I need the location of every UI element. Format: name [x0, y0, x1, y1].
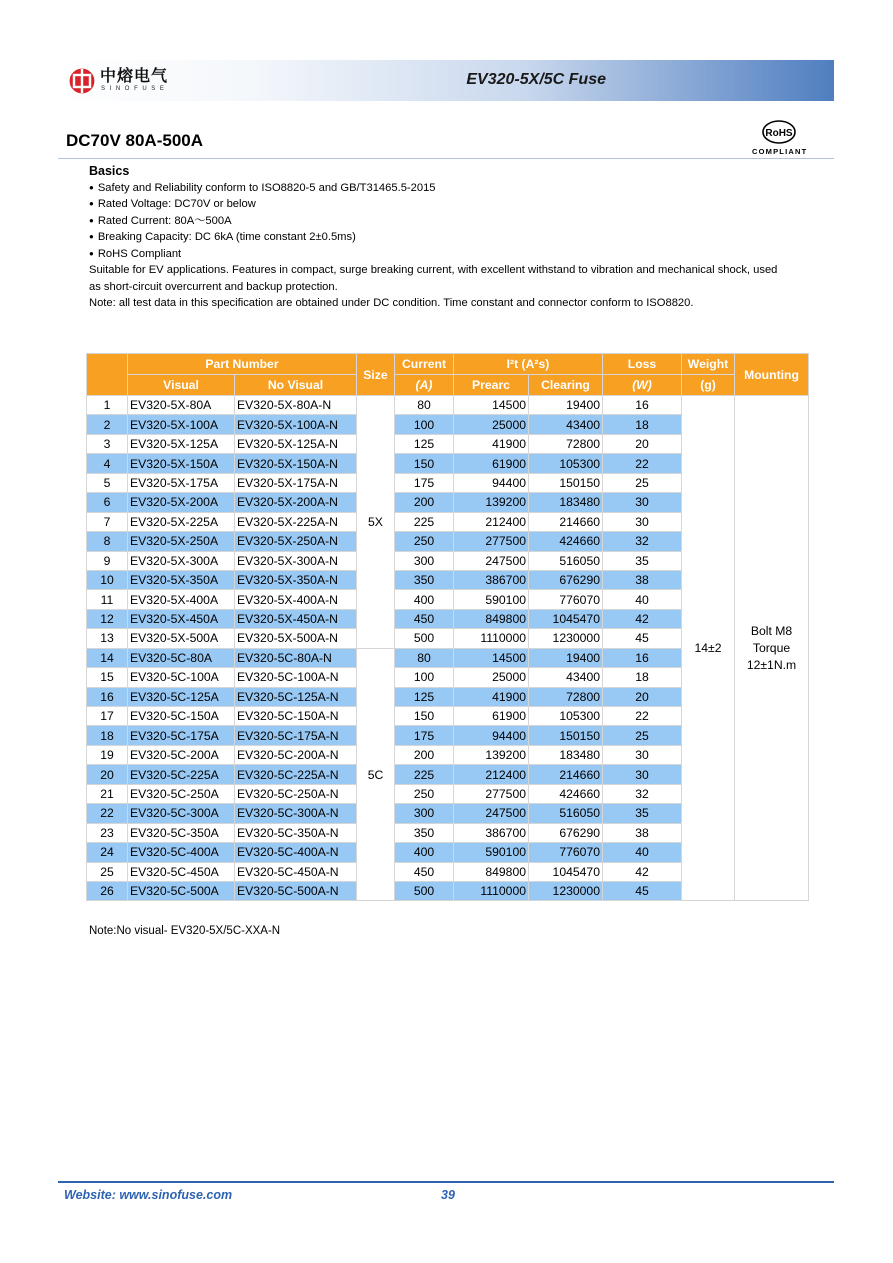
basics-bullet: ● Rated Voltage: DC70V or below [89, 196, 789, 213]
clearing-value: 214660 [529, 512, 603, 531]
part-visual: EV320-5C-80A [128, 648, 235, 667]
part-visual: EV320-5C-400A [128, 843, 235, 862]
part-visual: EV320-5X-250A [128, 532, 235, 551]
clearing-value: 676290 [529, 823, 603, 842]
row-number: 15 [87, 668, 128, 687]
row-number: 23 [87, 823, 128, 842]
part-no-visual: EV320-5C-450A-N [235, 862, 357, 881]
prearc-value: 25000 [454, 668, 529, 687]
section-title: DC70V 80A-500A [66, 131, 204, 150]
prearc-value: 1110000 [454, 629, 529, 648]
current-value: 100 [395, 415, 454, 434]
current-value: 450 [395, 609, 454, 628]
prearc-value: 61900 [454, 454, 529, 473]
loss-value: 35 [603, 804, 682, 823]
current-value: 125 [395, 687, 454, 706]
clearing-value: 1230000 [529, 881, 603, 900]
loss-value: 42 [603, 862, 682, 881]
clearing-value: 105300 [529, 454, 603, 473]
loss-value: 32 [603, 532, 682, 551]
current-value: 350 [395, 570, 454, 589]
part-no-visual: EV320-5C-350A-N [235, 823, 357, 842]
clearing-value: 676290 [529, 570, 603, 589]
row-number: 20 [87, 765, 128, 784]
part-visual: EV320-5C-350A [128, 823, 235, 842]
loss-value: 42 [603, 609, 682, 628]
part-no-visual: EV320-5X-225A-N [235, 512, 357, 531]
part-no-visual: EV320-5X-100A-N [235, 415, 357, 434]
part-visual: EV320-5C-125A [128, 687, 235, 706]
current-value: 225 [395, 512, 454, 531]
current-value: 150 [395, 454, 454, 473]
loss-value: 25 [603, 726, 682, 745]
prearc-value: 247500 [454, 804, 529, 823]
row-number: 10 [87, 570, 128, 589]
header-no-visual: No Visual [235, 375, 357, 396]
footnote: Note:No visual- EV320-5X/5C-XXA-N [89, 925, 281, 937]
part-visual: EV320-5X-125A [128, 434, 235, 453]
row-number: 1 [87, 396, 128, 415]
part-no-visual: EV320-5X-250A-N [235, 532, 357, 551]
clearing-value: 1045470 [529, 862, 603, 881]
row-number: 4 [87, 454, 128, 473]
part-visual: EV320-5X-450A [128, 609, 235, 628]
part-no-visual: EV320-5X-200A-N [235, 493, 357, 512]
loss-value: 16 [603, 648, 682, 667]
header-loss-unit: (W) [603, 375, 682, 396]
header-current: Current [395, 354, 454, 375]
part-visual: EV320-5C-150A [128, 707, 235, 726]
part-no-visual: EV320-5C-400A-N [235, 843, 357, 862]
part-visual: EV320-5X-225A [128, 512, 235, 531]
part-no-visual: EV320-5C-125A-N [235, 687, 357, 706]
loss-value: 25 [603, 473, 682, 492]
rohs-label: COMPLIANT [752, 147, 808, 156]
clearing-value: 424660 [529, 784, 603, 803]
mounting-cell [735, 396, 809, 901]
part-no-visual: EV320-5X-450A-N [235, 609, 357, 628]
part-visual: EV320-5C-250A [128, 784, 235, 803]
loss-value: 20 [603, 434, 682, 453]
part-no-visual: EV320-5C-225A-N [235, 765, 357, 784]
current-value: 300 [395, 551, 454, 570]
prearc-value: 849800 [454, 609, 529, 628]
row-number: 13 [87, 629, 128, 648]
prearc-value: 41900 [454, 687, 529, 706]
header-prearc: Prearc [454, 375, 529, 396]
part-visual: EV320-5X-500A [128, 629, 235, 648]
part-no-visual: EV320-5X-350A-N [235, 570, 357, 589]
row-number: 14 [87, 648, 128, 667]
table-row [87, 396, 809, 415]
part-no-visual: EV320-5C-100A-N [235, 668, 357, 687]
footer-divider [58, 1181, 834, 1183]
part-no-visual: EV320-5X-150A-N [235, 454, 357, 473]
doc-title: EV320-5X/5C Fuse [466, 71, 606, 88]
current-value: 80 [395, 396, 454, 415]
part-no-visual: EV320-5C-80A-N [235, 648, 357, 667]
basics-bullet: ● RoHS Compliant [89, 246, 789, 263]
header-weight-unit: (g) [682, 375, 735, 396]
basics-description: Suitable for EV applications. Features in compact, surge breaking current, with excellent withstand to vibration and mechanical shock, used as short-circuit overcurrent and backup protection. [89, 264, 778, 293]
clearing-value: 424660 [529, 532, 603, 551]
prearc-value: 212400 [454, 765, 529, 784]
size-cell: 5X [357, 396, 395, 649]
loss-value: 20 [603, 687, 682, 706]
row-number: 7 [87, 512, 128, 531]
row-number: 18 [87, 726, 128, 745]
part-no-visual: EV320-5C-250A-N [235, 784, 357, 803]
prearc-value: 386700 [454, 823, 529, 842]
part-visual: EV320-5X-350A [128, 570, 235, 589]
part-visual: EV320-5X-400A [128, 590, 235, 609]
current-value: 250 [395, 532, 454, 551]
row-number: 19 [87, 745, 128, 764]
current-value: 200 [395, 745, 454, 764]
header-divider [58, 158, 834, 159]
prearc-value: 277500 [454, 532, 529, 551]
clearing-value: 43400 [529, 668, 603, 687]
prearc-value: 139200 [454, 493, 529, 512]
clearing-value: 214660 [529, 765, 603, 784]
loss-value: 38 [603, 570, 682, 589]
loss-value: 45 [603, 881, 682, 900]
part-visual: EV320-5X-80A [128, 396, 235, 415]
current-value: 400 [395, 843, 454, 862]
clearing-value: 1045470 [529, 609, 603, 628]
part-visual: EV320-5C-100A [128, 668, 235, 687]
prearc-value: 94400 [454, 473, 529, 492]
loss-value: 30 [603, 765, 682, 784]
part-no-visual: EV320-5C-175A-N [235, 726, 357, 745]
row-number: 26 [87, 881, 128, 900]
header-i2t: I²t (A²s) [454, 354, 603, 375]
row-number: 5 [87, 473, 128, 492]
logo-text-cn: 中熔电气 [100, 66, 169, 85]
prearc-value: 386700 [454, 570, 529, 589]
loss-value: 38 [603, 823, 682, 842]
clearing-value: 516050 [529, 804, 603, 823]
part-no-visual: EV320-5C-300A-N [235, 804, 357, 823]
clearing-value: 183480 [529, 745, 603, 764]
loss-value: 30 [603, 745, 682, 764]
part-no-visual: EV320-5X-500A-N [235, 629, 357, 648]
basics-section [89, 163, 789, 312]
clearing-value: 19400 [529, 648, 603, 667]
prearc-value: 14500 [454, 396, 529, 415]
part-no-visual: EV320-5X-400A-N [235, 590, 357, 609]
prearc-value: 94400 [454, 726, 529, 745]
loss-value: 22 [603, 707, 682, 726]
prearc-value: 1110000 [454, 881, 529, 900]
prearc-value: 212400 [454, 512, 529, 531]
loss-value: 32 [603, 784, 682, 803]
row-number: 9 [87, 551, 128, 570]
basics-note: Note: all test data in this specification are obtained under DC condition. Time constant and connector conform to ISO8820. [89, 297, 694, 309]
part-visual: EV320-5C-450A [128, 862, 235, 881]
part-visual: EV320-5C-300A [128, 804, 235, 823]
current-value: 225 [395, 765, 454, 784]
current-value: 250 [395, 784, 454, 803]
current-value: 175 [395, 473, 454, 492]
row-number: 8 [87, 532, 128, 551]
loss-value: 40 [603, 590, 682, 609]
current-value: 350 [395, 823, 454, 842]
current-value: 300 [395, 804, 454, 823]
row-number: 12 [87, 609, 128, 628]
loss-value: 18 [603, 668, 682, 687]
loss-value: 45 [603, 629, 682, 648]
row-number: 3 [87, 434, 128, 453]
row-number: 6 [87, 493, 128, 512]
clearing-value: 105300 [529, 707, 603, 726]
part-no-visual: EV320-5X-125A-N [235, 434, 357, 453]
header-no [87, 354, 128, 396]
prearc-value: 277500 [454, 784, 529, 803]
header-part-number: Part Number [128, 354, 357, 375]
current-value: 125 [395, 434, 454, 453]
part-no-visual: EV320-5C-200A-N [235, 745, 357, 764]
current-value: 500 [395, 881, 454, 900]
row-number: 25 [87, 862, 128, 881]
row-number: 21 [87, 784, 128, 803]
logo-text-en: SINOFUSE [101, 86, 169, 92]
part-no-visual: EV320-5X-80A-N [235, 396, 357, 415]
basics-heading: Basics [89, 164, 130, 178]
loss-value: 30 [603, 512, 682, 531]
rohs-mark: RoHS [765, 128, 793, 139]
clearing-value: 516050 [529, 551, 603, 570]
part-visual: EV320-5C-500A [128, 881, 235, 900]
part-no-visual: EV320-5C-150A-N [235, 707, 357, 726]
part-no-visual: EV320-5C-500A-N [235, 881, 357, 900]
part-visual: EV320-5C-175A [128, 726, 235, 745]
header-size: Size [357, 354, 395, 396]
part-visual: EV320-5C-225A [128, 765, 235, 784]
current-value: 150 [395, 707, 454, 726]
mounting-line: 12±1N.m [746, 657, 797, 672]
current-value: 450 [395, 862, 454, 881]
basics-bullet: ● Breaking Capacity: DC 6kA (time constant 2±0.5ms) [89, 229, 789, 246]
prearc-value: 25000 [454, 415, 529, 434]
header-current-unit: (A) [395, 375, 454, 396]
loss-value: 18 [603, 415, 682, 434]
clearing-value: 776070 [529, 843, 603, 862]
mounting-line: Bolt M8 [750, 623, 793, 638]
row-number: 11 [87, 590, 128, 609]
part-visual: EV320-5X-200A [128, 493, 235, 512]
clearing-value: 72800 [529, 434, 603, 453]
loss-value: 16 [603, 396, 682, 415]
loss-value: 30 [603, 493, 682, 512]
page-number: 39 [441, 1188, 455, 1202]
header-visual: Visual [128, 375, 235, 396]
row-number: 24 [87, 843, 128, 862]
clearing-value: 150150 [529, 726, 603, 745]
part-visual: EV320-5X-300A [128, 551, 235, 570]
current-value: 400 [395, 590, 454, 609]
clearing-value: 43400 [529, 415, 603, 434]
mounting-line: Torque [752, 640, 791, 655]
clearing-value: 19400 [529, 396, 603, 415]
current-value: 100 [395, 668, 454, 687]
part-no-visual: EV320-5X-300A-N [235, 551, 357, 570]
prearc-value: 849800 [454, 862, 529, 881]
row-number: 17 [87, 707, 128, 726]
clearing-value: 183480 [529, 493, 603, 512]
header-mounting: Mounting [735, 354, 809, 396]
prearc-value: 41900 [454, 434, 529, 453]
basics-bullet: ● Rated Current: 80A～500A [89, 213, 789, 230]
prearc-value: 247500 [454, 551, 529, 570]
spec-table [86, 353, 809, 901]
prearc-value: 590100 [454, 590, 529, 609]
loss-value: 35 [603, 551, 682, 570]
prearc-value: 139200 [454, 745, 529, 764]
header-weight: Weight [682, 354, 735, 375]
weight-cell: 14±2 [682, 396, 735, 901]
basics-bullet: ● Safety and Reliability conform to ISO8820-5 and GB/T31465.5-2015 [89, 180, 789, 197]
clearing-value: 72800 [529, 687, 603, 706]
prearc-value: 590100 [454, 843, 529, 862]
size-cell: 5C [357, 648, 395, 901]
header-clearing: Clearing [529, 375, 603, 396]
loss-value: 22 [603, 454, 682, 473]
clearing-value: 150150 [529, 473, 603, 492]
clearing-value: 776070 [529, 590, 603, 609]
row-number: 16 [87, 687, 128, 706]
part-visual: EV320-5X-100A [128, 415, 235, 434]
part-visual: EV320-5X-150A [128, 454, 235, 473]
part-visual: EV320-5X-175A [128, 473, 235, 492]
part-no-visual: EV320-5X-175A-N [235, 473, 357, 492]
row-number: 22 [87, 804, 128, 823]
part-visual: EV320-5C-200A [128, 745, 235, 764]
prearc-value: 61900 [454, 707, 529, 726]
header-loss: Loss [603, 354, 682, 375]
clearing-value: 1230000 [529, 629, 603, 648]
current-value: 80 [395, 648, 454, 667]
current-value: 175 [395, 726, 454, 745]
loss-value: 40 [603, 843, 682, 862]
current-value: 500 [395, 629, 454, 648]
row-number: 2 [87, 415, 128, 434]
current-value: 200 [395, 493, 454, 512]
website-link[interactable]: Website: www.sinofuse.com [64, 1188, 233, 1202]
prearc-value: 14500 [454, 648, 529, 667]
spec-table-body [87, 396, 809, 901]
